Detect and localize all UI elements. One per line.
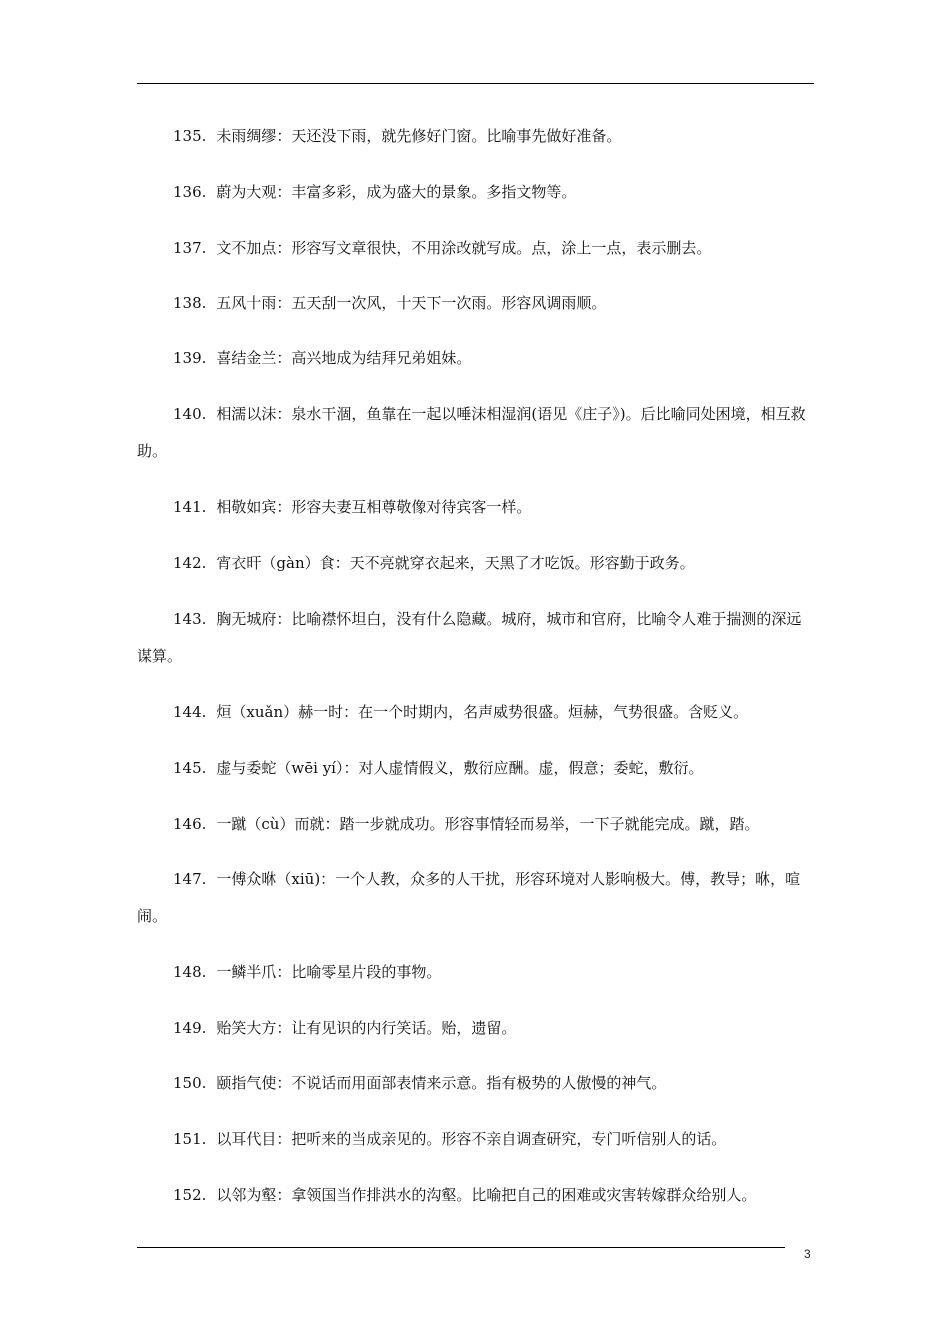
- entry-text: 一鳞半爪：比喻零星片段的事物。: [216, 963, 442, 981]
- entry-text: 宵衣旰（gàn）食：天不亮就穿衣起来，天黑了才吃饭。形容勤于政务。: [216, 554, 695, 572]
- idiom-entry: [137, 545, 814, 582]
- entry-text: 一蹴（cù）而就：踏一步就成功。形容事情轻而易举，一下子就能完成。蹴，踏。: [216, 815, 760, 833]
- idiom-entry: [137, 118, 814, 155]
- entry-text: 一傅众咻（xiū)：一个人教，众多的人干扰，形容环境对人影响极大。傅，教导；咻，喧闹。: [137, 870, 801, 925]
- entry-number: 138.: [173, 294, 207, 312]
- entry-number: 135.: [173, 127, 207, 145]
- entry-text: 喜结金兰：高兴地成为结拜兄弟姐妹。: [216, 349, 472, 367]
- header-rule: [137, 83, 814, 84]
- idiom-entry: [137, 489, 814, 526]
- entry-number: 152.: [173, 1186, 207, 1204]
- entry-number: 141.: [173, 498, 207, 516]
- footer-rule: [137, 1247, 785, 1248]
- entry-text: 相濡以沫：泉水干涸，鱼靠在一起以唾沫相湿润(语见《庄子》)。后比喻同处困境，相互救助。: [137, 405, 806, 460]
- entry-number: 136.: [173, 183, 207, 201]
- entry-text: 胸无城府：比喻襟怀坦白，没有什么隐藏。城府，城市和官府，比喻令人难于揣测的深远谋算。: [137, 610, 802, 665]
- entry-number: 143.: [173, 610, 207, 628]
- entry-text: 虚与委蛇（wēi yí）：对人虚情假义，敷衍应酬。虚，假意；委蛇，敷衍。: [216, 759, 704, 777]
- entry-number: 140.: [173, 405, 207, 423]
- idiom-entry: [137, 954, 814, 991]
- entry-number: 139.: [173, 349, 207, 367]
- entry-number: 148.: [173, 963, 207, 981]
- entry-text: 未雨绸缪：天还没下雨，就先修好门窗。比喻事先做好准备。: [216, 127, 622, 145]
- idiom-entry: [137, 340, 814, 377]
- entry-text: 以邻为壑：拿领国当作排洪水的沟壑。比喻把自己的困难或灾害转嫁群众给别人。: [216, 1186, 757, 1204]
- idiom-entry: [137, 230, 814, 267]
- idiom-entry: [137, 861, 814, 935]
- entry-text: 贻笑大方：让有见识的内行笑话。贻，遗留。: [216, 1019, 517, 1037]
- page-number: 3: [804, 1247, 811, 1261]
- entry-text: 以耳代目：把听来的当成亲见的。形容不亲自调查研究，专门听信别人的话。: [216, 1130, 727, 1148]
- idiom-entry: [137, 396, 814, 470]
- idiom-entry: [137, 1065, 814, 1102]
- entry-number: 147.: [173, 870, 207, 888]
- idiom-entry: [137, 1010, 814, 1047]
- entry-number: 142.: [173, 554, 207, 572]
- entry-text: 文不加点：形容写文章很快，不用涂改就写成。点，涂上一点，表示删去。: [216, 239, 712, 257]
- entry-number: 151.: [173, 1130, 207, 1148]
- entry-number: 145.: [173, 759, 207, 777]
- entry-text: 烜（xuǎn）赫一时：在一个时期内，名声威势很盛。烜赫，气势很盛。含贬义。: [216, 703, 749, 721]
- idiom-entry: [137, 750, 814, 787]
- idiom-entry: [137, 694, 814, 731]
- entry-text: 颐指气使：不说话而用面部表情来示意。指有极势的人傲慢的神气。: [216, 1074, 667, 1092]
- entry-text: 蔚为大观：丰富多彩，成为盛大的景象。多指文物等。: [216, 183, 577, 201]
- idiom-entry: [137, 1177, 814, 1214]
- idiom-entry: [137, 285, 814, 322]
- entry-number: 144.: [173, 703, 207, 721]
- entry-number: 146.: [173, 815, 207, 833]
- idiom-entry: [137, 174, 814, 211]
- entry-number: 137.: [173, 239, 207, 257]
- idiom-entry: [137, 601, 814, 675]
- entry-number: 150.: [173, 1074, 207, 1092]
- entry-number: 149.: [173, 1019, 207, 1037]
- entry-text: 五风十雨：五天刮一次风，十天下一次雨。形容风调雨顺。: [216, 294, 607, 312]
- idiom-entry: [137, 806, 814, 843]
- idiom-entry: [137, 1121, 814, 1158]
- entry-text: 相敬如宾：形容夫妻互相尊敬像对待宾客一样。: [216, 498, 532, 516]
